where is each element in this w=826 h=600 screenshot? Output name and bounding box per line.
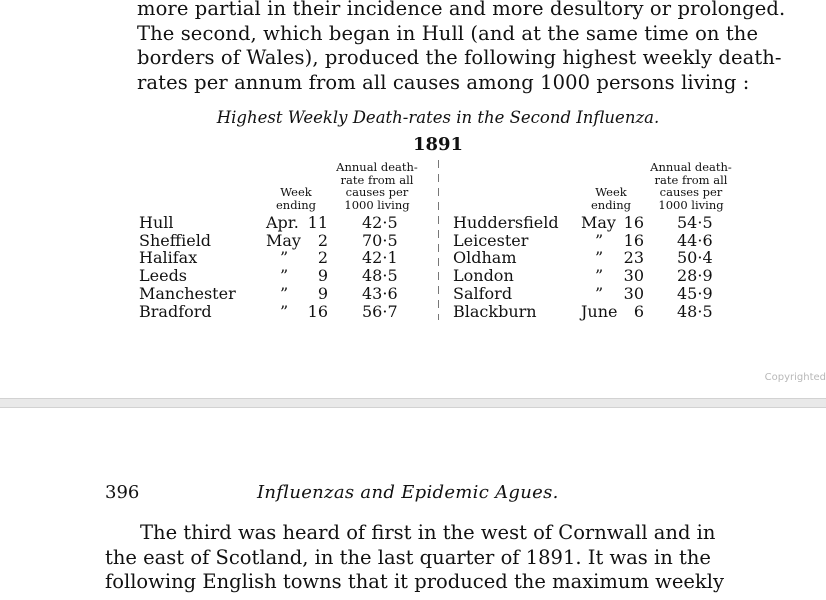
header-line: Week [280,185,312,199]
week-month: ” [595,230,604,250]
copyright-watermark: Copyrighted [764,372,826,383]
header-line: ending [590,197,632,212]
town-name: Bradford [139,301,212,321]
paragraph-line: The third was heard of first in the west of Cornwall and in [140,521,716,544]
week-day: 16 [623,230,644,250]
death-rate-value: 48·5 [362,266,398,286]
page-number: 396 [105,482,140,503]
header-line: 1000 living [658,197,724,212]
town-name: Halifax [139,248,198,268]
header-line: Annual death- [650,160,732,174]
week-day: 16 [623,213,644,232]
paragraph-line: following English towns that it produced the maximum weekly [105,570,725,593]
week-month: Apr. [266,213,299,232]
town-name: London [453,266,514,286]
week-day: 30 [623,283,644,303]
death-rate-value: 28·9 [677,266,713,286]
week-month: ” [280,301,289,321]
week-ending-header-left [268,186,324,211]
death-rate-value: 70·5 [362,230,398,250]
header-line: Week [595,185,627,199]
table-year: 1891 [412,134,464,155]
week-month: ” [280,248,289,268]
header-line: rate from all [654,172,728,187]
death-rate-value: 54·5 [677,213,713,232]
town-name: Sheffield [139,230,212,250]
death-rate-value: 45·9 [677,283,713,303]
week-month: June [581,301,618,321]
week-month: ” [280,283,289,303]
header-line: ending [275,197,317,212]
week-day: 6 [633,301,644,321]
week-day: 2 [317,230,328,250]
death-rate-value: 48·5 [677,301,713,321]
death-rate-value: 43·6 [362,283,398,303]
paragraph-line: more partial in their incidence and more desultory or prolonged. [137,0,786,20]
paragraph-line: borders of Wales), produced the following highest weekly death- [137,46,782,69]
intro-paragraph [137,0,786,95]
death-rate-value: 42·1 [362,248,398,268]
town-name: Blackburn [453,301,537,321]
week-month: ” [595,283,604,303]
paragraph-line: the east of Scotland, in the last quarter of 1891. It was in the [105,545,711,569]
town-name: Hull [139,213,174,232]
week-day: 30 [623,266,644,286]
header-line: causes per [345,185,409,199]
week-day: 11 [307,213,328,232]
death-rate-value: 50·4 [677,248,713,268]
town-name: Huddersfield [453,213,559,232]
week-day: 2 [317,248,328,268]
rate-header-right [646,161,736,211]
week-month: May [266,230,301,250]
town-name: Oldham [453,248,517,268]
week-month: ” [595,248,604,268]
town-name: Leicester [453,230,529,250]
header-line: Annual death- [336,160,418,174]
header-line: causes per [659,185,723,199]
town-name: Manchester [139,283,236,303]
town-name: Salford [453,283,513,303]
paragraph-line: The second, which began in Hull (and at the same time on the [137,21,759,45]
week-month: ” [280,266,289,286]
body-paragraph [105,521,745,595]
week-month: May [581,213,616,232]
column-divider [438,160,439,320]
death-rate-value: 56·7 [362,301,398,321]
death-rate-value: 44·6 [677,230,713,250]
week-day: 23 [623,248,644,268]
town-name: Leeds [139,266,188,286]
page-separator [0,398,826,408]
week-day: 9 [317,266,328,286]
week-ending-header-right [583,186,639,211]
header-line: rate from all [340,172,414,187]
running-head [0,482,826,508]
week-day: 16 [307,301,328,321]
death-rate-value: 42·5 [362,213,398,232]
table-caption: Highest Weekly Death-rates in the Second Influenza. [216,108,660,127]
running-title: Influenzas and Epidemic Agues. [257,482,559,503]
header-line: 1000 living [344,197,410,212]
week-month: ” [595,266,604,286]
rate-header-left [332,161,422,211]
week-day: 9 [317,283,328,303]
paragraph-line: rates per annum from all causes among 1000 persons living : [137,70,750,94]
